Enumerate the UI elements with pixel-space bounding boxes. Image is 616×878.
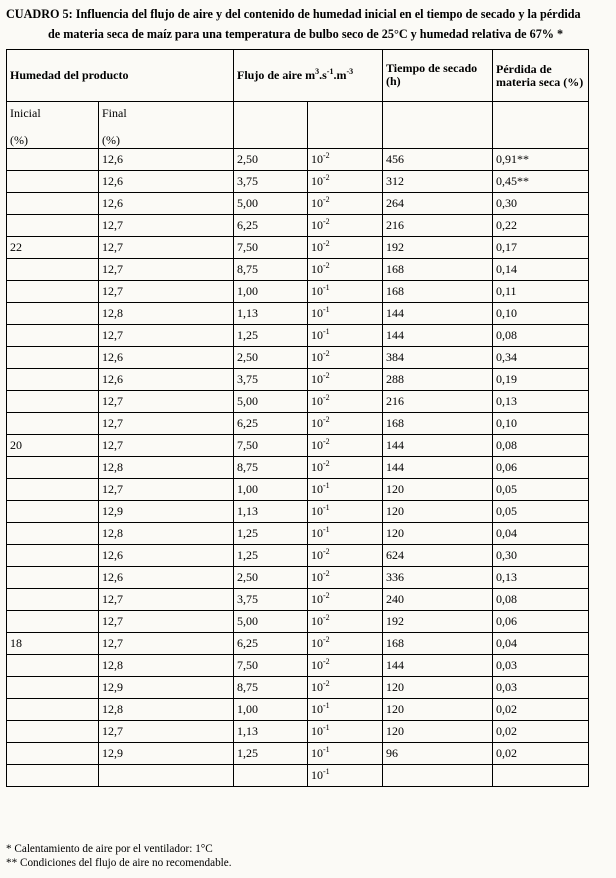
cell-tiempo: 120	[383, 501, 493, 523]
cell-final: 12,8	[99, 457, 234, 479]
subheader-empty-1	[234, 102, 308, 149]
cell-tiempo: 192	[383, 611, 493, 633]
cell-inicial	[7, 171, 99, 193]
cell-perdida: 0,14	[493, 259, 589, 281]
header-row	[7, 50, 589, 102]
cell-final: 12,7	[99, 633, 234, 655]
cell-tiempo: 120	[383, 479, 493, 501]
cell-inicial	[7, 479, 99, 501]
cell-scale: $10^{-1}$	[308, 281, 383, 303]
cell-tiempo: 264	[383, 193, 493, 215]
table-row	[7, 545, 589, 567]
cell-inicial	[7, 281, 99, 303]
table-row	[7, 149, 589, 171]
cell-inicial: 18	[7, 633, 99, 655]
table-row	[7, 699, 589, 721]
cell-inicial	[7, 699, 99, 721]
cell-perdida: 0,02	[493, 699, 589, 721]
cell-final: 12,6	[99, 193, 234, 215]
cell-perdida: 0,19	[493, 369, 589, 391]
cell-tiempo: 144	[383, 303, 493, 325]
cell-final: 12,7	[99, 391, 234, 413]
cell-final: 12,9	[99, 501, 234, 523]
cell-final: 12,8	[99, 699, 234, 721]
cell-final: 12,7	[99, 413, 234, 435]
cell-final: 12,7	[99, 479, 234, 501]
table-row	[7, 765, 589, 787]
cell-flujo: 8,75	[234, 457, 308, 479]
table-row	[7, 743, 589, 765]
cell-perdida: 0,06	[493, 457, 589, 479]
table-row	[7, 501, 589, 523]
cell-scale: $10^{-2}$	[308, 655, 383, 677]
cell-perdida	[493, 765, 589, 787]
cell-scale: $10^{-2}$	[308, 435, 383, 457]
cell-tiempo: 120	[383, 721, 493, 743]
cell-scale: $10^{-2}$	[308, 545, 383, 567]
subheader-final: Final (%)	[99, 102, 234, 149]
cell-perdida: 0,13	[493, 567, 589, 589]
cell-flujo	[234, 765, 308, 787]
table-row	[7, 347, 589, 369]
cell-scale: $10^{-1}$	[308, 479, 383, 501]
header-flujo: Flujo de aire $m^3.s^{-1}.m^{-3}$	[234, 50, 383, 102]
cell-final: 12,8	[99, 303, 234, 325]
cell-flujo: 2,50	[234, 149, 308, 171]
cell-final: 12,9	[99, 677, 234, 699]
cell-final: 12,7	[99, 215, 234, 237]
cell-perdida: 0,04	[493, 633, 589, 655]
cell-scale: $10^{-2}$	[308, 633, 383, 655]
table-row	[7, 413, 589, 435]
cell-flujo: 1,00	[234, 699, 308, 721]
cell-scale: $10^{-1}$	[308, 743, 383, 765]
cell-final: 12,7	[99, 281, 234, 303]
cell-scale: $10^{-2}$	[308, 369, 383, 391]
cell-tiempo: 168	[383, 259, 493, 281]
cell-flujo: 3,75	[234, 589, 308, 611]
footnote-2: ** Condiciones del flujo de aire no recomendable.	[6, 857, 232, 869]
cell-flujo: 3,75	[234, 369, 308, 391]
cell-flujo: 7,50	[234, 237, 308, 259]
table-row	[7, 589, 589, 611]
cell-flujo: 5,00	[234, 391, 308, 413]
footnotes	[6, 842, 232, 870]
cell-inicial	[7, 369, 99, 391]
cell-final: 12,7	[99, 435, 234, 457]
cell-inicial	[7, 259, 99, 281]
cell-flujo: 8,75	[234, 259, 308, 281]
cell-scale: $10^{-2}$	[308, 589, 383, 611]
subheader-empty-4	[493, 102, 589, 149]
cell-final: 12,6	[99, 369, 234, 391]
cell-perdida: 0,02	[493, 743, 589, 765]
table-row	[7, 259, 589, 281]
cell-perdida: 0,13	[493, 391, 589, 413]
cell-tiempo: 168	[383, 633, 493, 655]
cell-scale: $10^{-1}$	[308, 325, 383, 347]
cell-inicial: 20	[7, 435, 99, 457]
cell-flujo: 7,50	[234, 655, 308, 677]
table-row	[7, 721, 589, 743]
cell-tiempo: 144	[383, 457, 493, 479]
cell-final: 12,7	[99, 325, 234, 347]
cell-inicial	[7, 743, 99, 765]
cell-final: 12,9	[99, 743, 234, 765]
subheader-empty-3	[383, 102, 493, 149]
cell-inicial	[7, 303, 99, 325]
cell-inicial	[7, 215, 99, 237]
cell-perdida: 0,02	[493, 721, 589, 743]
table-caption	[6, 4, 612, 44]
table-row	[7, 567, 589, 589]
cell-scale: $10^{-2}$	[308, 677, 383, 699]
cell-flujo: 1,25	[234, 523, 308, 545]
cell-perdida: 0,05	[493, 501, 589, 523]
cell-inicial	[7, 611, 99, 633]
cell-tiempo	[383, 765, 493, 787]
cell-inicial	[7, 721, 99, 743]
cell-inicial	[7, 545, 99, 567]
cell-perdida: 0,34	[493, 347, 589, 369]
cell-final: 12,7	[99, 259, 234, 281]
cell-tiempo: 312	[383, 171, 493, 193]
cell-tiempo: 120	[383, 699, 493, 721]
cell-inicial	[7, 523, 99, 545]
cell-flujo: 6,25	[234, 413, 308, 435]
cell-tiempo: 624	[383, 545, 493, 567]
cell-flujo: 1,13	[234, 501, 308, 523]
cell-tiempo: 168	[383, 413, 493, 435]
cell-flujo: 2,50	[234, 347, 308, 369]
cell-scale: $10^{-2}$	[308, 215, 383, 237]
cell-flujo: 2,50	[234, 567, 308, 589]
cell-tiempo: 144	[383, 325, 493, 347]
cell-scale: $10^{-1}$	[308, 721, 383, 743]
cell-inicial	[7, 391, 99, 413]
cell-perdida: 0,22	[493, 215, 589, 237]
cell-inicial: 22	[7, 237, 99, 259]
cell-flujo: 1,13	[234, 303, 308, 325]
table-row	[7, 303, 589, 325]
table-row	[7, 523, 589, 545]
cell-flujo: 1,00	[234, 281, 308, 303]
caption-line-1: CUADRO 5: Influencia del flujo de aire y del contenido de humedad inicial en el tiempo de secado y la pérdida	[6, 7, 581, 21]
cell-scale: $10^{-1}$	[308, 303, 383, 325]
cell-scale: $10^{-2}$	[308, 457, 383, 479]
cell-scale: $10^{-2}$	[308, 193, 383, 215]
cell-flujo: 1,25	[234, 545, 308, 567]
caption-line-2: de materia seca de maíz para una temperatura de bulbo seco de 25°C y humedad relativa de 67% *	[48, 27, 564, 41]
cell-inicial	[7, 193, 99, 215]
cell-inicial	[7, 413, 99, 435]
cell-inicial	[7, 589, 99, 611]
subheader-empty-2	[308, 102, 383, 149]
cell-scale: $10^{-2}$	[308, 611, 383, 633]
cell-flujo: 5,00	[234, 611, 308, 633]
cell-perdida: 0,03	[493, 677, 589, 699]
cell-perdida: 0,08	[493, 325, 589, 347]
cell-perdida: 0,08	[493, 589, 589, 611]
cell-tiempo: 120	[383, 677, 493, 699]
cell-tiempo: 168	[383, 281, 493, 303]
cell-perdida: 0,08	[493, 435, 589, 457]
cell-perdida: 0,03	[493, 655, 589, 677]
cell-flujo: 1,00	[234, 479, 308, 501]
table-row	[7, 369, 589, 391]
cell-scale: $10^{-1}$	[308, 765, 383, 787]
cell-flujo: 6,25	[234, 215, 308, 237]
cell-inicial	[7, 567, 99, 589]
cell-scale: $10^{-1}$	[308, 523, 383, 545]
table-row	[7, 457, 589, 479]
cell-tiempo: 336	[383, 567, 493, 589]
cell-perdida: 0,91**	[493, 149, 589, 171]
table-row	[7, 325, 589, 347]
cell-perdida: 0,45**	[493, 171, 589, 193]
table-row	[7, 171, 589, 193]
header-tiempo: Tiempo de secado (h)	[383, 50, 493, 102]
cell-final: 12,6	[99, 171, 234, 193]
cell-flujo: 1,13	[234, 721, 308, 743]
cell-perdida: 0,30	[493, 193, 589, 215]
cell-scale: $10^{-2}$	[308, 413, 383, 435]
cell-perdida: 0,11	[493, 281, 589, 303]
cell-tiempo: 240	[383, 589, 493, 611]
table-row	[7, 237, 589, 259]
cell-tiempo: 216	[383, 215, 493, 237]
cell-perdida: 0,05	[493, 479, 589, 501]
cell-final: 12,6	[99, 545, 234, 567]
drying-table	[6, 49, 589, 787]
cell-scale: $10^{-2}$	[308, 171, 383, 193]
cell-flujo: 3,75	[234, 171, 308, 193]
cell-flujo: 6,25	[234, 633, 308, 655]
cell-flujo: 1,25	[234, 325, 308, 347]
subheader-row	[7, 102, 589, 149]
cell-scale: $10^{-2}$	[308, 347, 383, 369]
cell-inicial	[7, 655, 99, 677]
cell-final	[99, 765, 234, 787]
cell-perdida: 0,10	[493, 303, 589, 325]
table-row	[7, 435, 589, 457]
cell-final: 12,8	[99, 523, 234, 545]
cell-scale: $10^{-2}$	[308, 237, 383, 259]
cell-final: 12,7	[99, 237, 234, 259]
cell-scale: $10^{-2}$	[308, 149, 383, 171]
cell-tiempo: 144	[383, 655, 493, 677]
header-perdida: Pérdida de materia seca (%)	[493, 50, 589, 102]
cell-final: 12,6	[99, 567, 234, 589]
table-row	[7, 391, 589, 413]
cell-tiempo: 96	[383, 743, 493, 765]
cell-tiempo: 192	[383, 237, 493, 259]
table-row	[7, 479, 589, 501]
cell-tiempo: 288	[383, 369, 493, 391]
cell-inicial	[7, 149, 99, 171]
cell-flujo: 1,25	[234, 743, 308, 765]
cell-flujo: 7,50	[234, 435, 308, 457]
cell-scale: $10^{-2}$	[308, 259, 383, 281]
table-row	[7, 611, 589, 633]
cell-scale: $10^{-1}$	[308, 699, 383, 721]
cell-tiempo: 144	[383, 435, 493, 457]
table-row	[7, 281, 589, 303]
cell-inicial	[7, 765, 99, 787]
cell-inicial	[7, 347, 99, 369]
cell-flujo: 5,00	[234, 193, 308, 215]
cell-perdida: 0,10	[493, 413, 589, 435]
cell-flujo: 8,75	[234, 677, 308, 699]
header-humedad: Humedad del producto	[7, 50, 234, 102]
table-row	[7, 655, 589, 677]
cell-perdida: 0,06	[493, 611, 589, 633]
table-row	[7, 633, 589, 655]
cell-perdida: 0,04	[493, 523, 589, 545]
cell-final: 12,7	[99, 611, 234, 633]
cell-inicial	[7, 457, 99, 479]
cell-final: 12,7	[99, 589, 234, 611]
cell-tiempo: 456	[383, 149, 493, 171]
footnote-1: * Calentamiento de aire por el ventilador: 1°C	[6, 843, 213, 855]
cell-final: 12,6	[99, 347, 234, 369]
cell-scale: $10^{-1}$	[308, 501, 383, 523]
cell-scale: $10^{-2}$	[308, 567, 383, 589]
cell-perdida: 0,30	[493, 545, 589, 567]
cell-perdida: 0,17	[493, 237, 589, 259]
cell-tiempo: 120	[383, 523, 493, 545]
cell-scale: $10^{-2}$	[308, 391, 383, 413]
cell-final: 12,6	[99, 149, 234, 171]
table-row	[7, 677, 589, 699]
cell-final: 12,7	[99, 721, 234, 743]
table-row	[7, 215, 589, 237]
cell-tiempo: 384	[383, 347, 493, 369]
cell-final: 12,8	[99, 655, 234, 677]
cell-inicial	[7, 501, 99, 523]
cell-inicial	[7, 677, 99, 699]
cell-inicial	[7, 325, 99, 347]
table-row	[7, 193, 589, 215]
subheader-inicial: Inicial (%)	[7, 102, 99, 149]
cell-tiempo: 216	[383, 391, 493, 413]
